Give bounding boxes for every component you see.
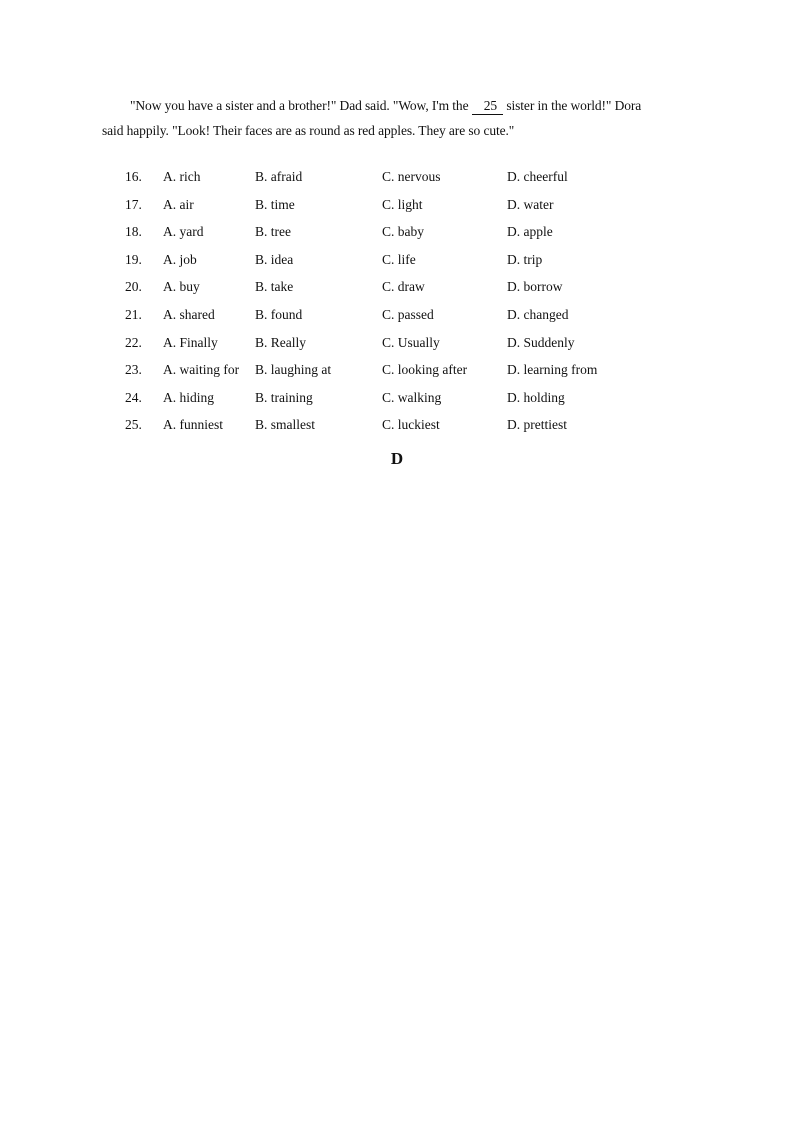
question-number: 17. xyxy=(125,196,142,212)
passage-text-after-blank: sister in the world!" Dora xyxy=(503,98,642,113)
option-c: C. baby xyxy=(382,224,424,240)
option-a: A. funniest xyxy=(163,417,223,433)
option-d: D. Suddenly xyxy=(507,334,575,350)
option-d: D. changed xyxy=(507,306,569,322)
option-a: A. buy xyxy=(163,279,200,295)
option-c: C. nervous xyxy=(382,169,441,184)
question-number: 25. xyxy=(125,417,142,433)
option-b: B. Really xyxy=(255,334,306,350)
option-a: A. air xyxy=(163,196,194,212)
option-b: B. afraid xyxy=(255,169,303,184)
option-a: A. rich xyxy=(163,169,201,184)
option-d: D. holding xyxy=(507,389,565,405)
option-c: C. Usually xyxy=(382,334,440,350)
option-d: D. trip xyxy=(507,251,543,267)
passage-line-1 xyxy=(102,93,692,118)
passage-text-before-blank: "Now you have a sister and a brother!" Dad said. "Wow, I'm the xyxy=(130,98,472,113)
option-b: B. idea xyxy=(255,251,294,267)
question-number: 22. xyxy=(125,334,142,350)
question-number: 24. xyxy=(125,389,142,405)
question-number: 18. xyxy=(125,224,142,240)
section-heading: D xyxy=(390,449,404,468)
passage-line-2: said happily. "Look! Their faces are as round as red apples. They are so cute." xyxy=(102,123,515,138)
option-c: C. light xyxy=(382,196,423,212)
option-b: B. training xyxy=(255,389,313,405)
option-a: A. job xyxy=(163,251,197,267)
option-b: B. take xyxy=(255,279,294,295)
option-d: D. apple xyxy=(507,224,553,240)
option-c: C. walking xyxy=(382,389,442,405)
answer-blank: 25 xyxy=(472,98,503,115)
question-number: 20. xyxy=(125,279,142,295)
question-number: 23. xyxy=(125,362,142,378)
option-a: A. Finally xyxy=(163,334,218,350)
option-b: B. laughing at xyxy=(255,362,332,378)
option-b: B. time xyxy=(255,196,295,212)
option-c: C. draw xyxy=(382,279,425,295)
option-a: A. yard xyxy=(163,224,204,240)
option-a: A. waiting for xyxy=(163,362,240,378)
question-number: 21. xyxy=(125,306,142,322)
option-b: B. smallest xyxy=(255,417,315,433)
option-d: D. cheerful xyxy=(507,169,568,184)
question-number: 16. xyxy=(125,169,142,184)
option-d: D. learning from xyxy=(507,362,598,378)
option-c: C. looking after xyxy=(382,362,468,378)
question-number: 19. xyxy=(125,251,142,267)
option-c: C. passed xyxy=(382,306,434,322)
option-b: B. tree xyxy=(255,224,291,240)
passage xyxy=(102,93,692,143)
option-d: D. prettiest xyxy=(507,417,567,433)
option-c: C. life xyxy=(382,251,416,267)
option-c: C. luckiest xyxy=(382,417,440,433)
option-b: B. found xyxy=(255,306,303,322)
option-d: D. water xyxy=(507,196,554,212)
option-a: A. shared xyxy=(163,306,215,322)
option-a: A. hiding xyxy=(163,389,215,405)
option-d: D. borrow xyxy=(507,279,563,295)
